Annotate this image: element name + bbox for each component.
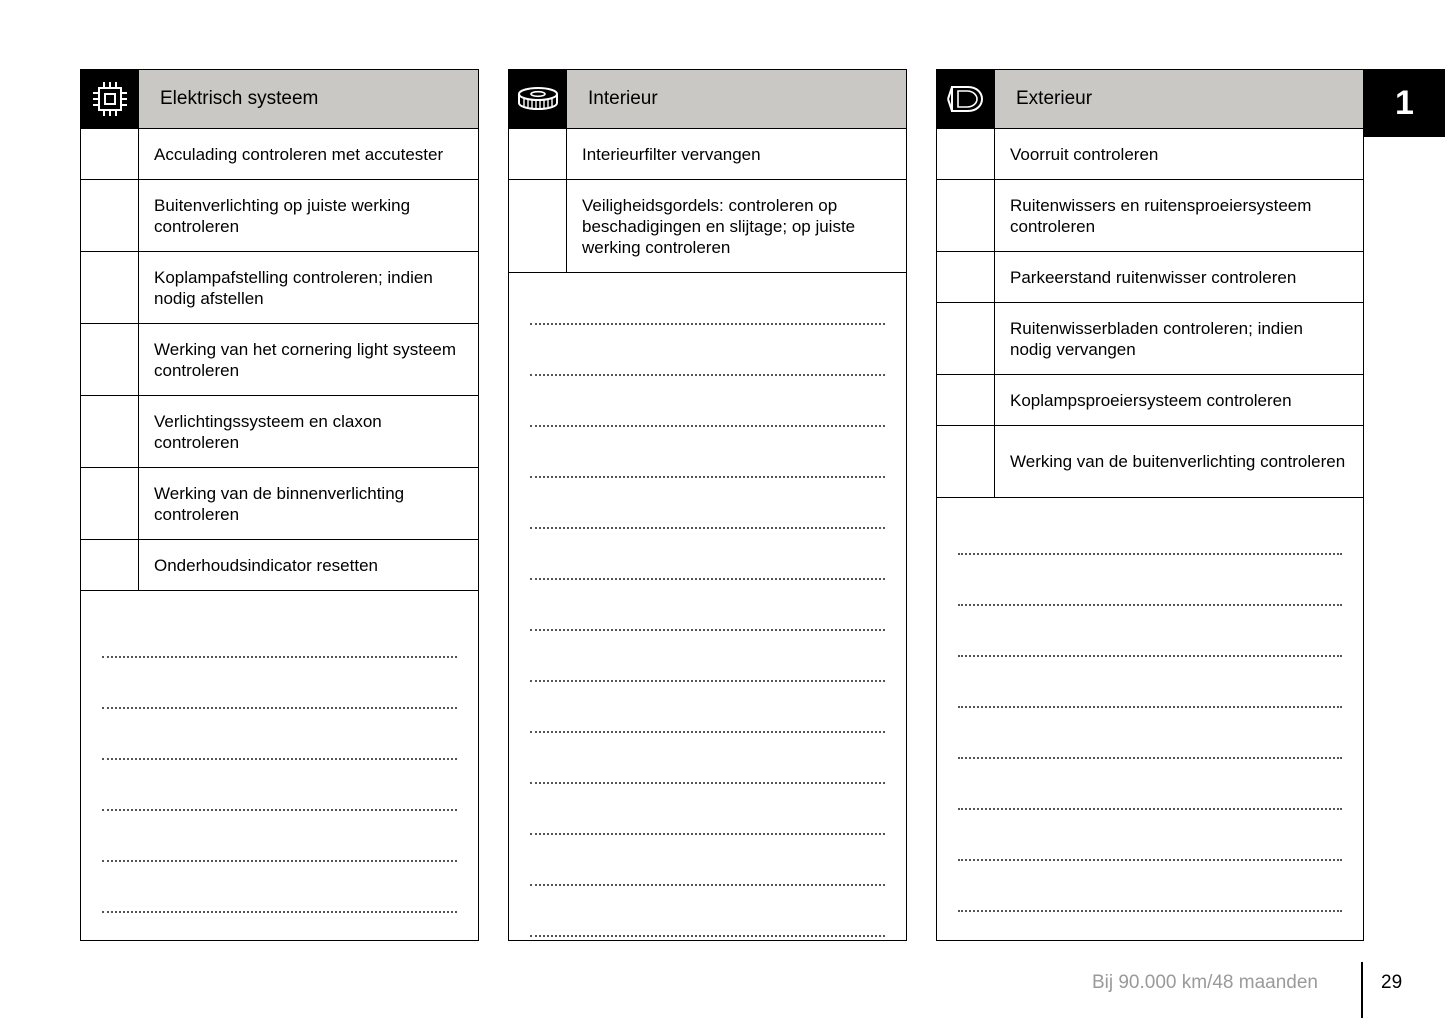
checkbox-cell[interactable] bbox=[81, 468, 139, 539]
checklist-row bbox=[937, 303, 1363, 375]
checklist-item-text: Werking van het cornering light systeem controleren bbox=[154, 339, 457, 380]
checklist-item-text: Veiligheidsgordels: controleren op beschadigingen en slijtage; op juiste werking controleren bbox=[582, 195, 856, 257]
section-title: Interieur bbox=[588, 88, 658, 109]
checkbox-cell[interactable] bbox=[937, 426, 995, 497]
note-line[interactable] bbox=[958, 504, 1342, 555]
checkbox-cell[interactable] bbox=[81, 396, 139, 467]
checklist-row bbox=[81, 180, 478, 252]
chapter-tab: 1 bbox=[1364, 69, 1445, 137]
checkbox-cell[interactable] bbox=[81, 129, 139, 179]
note-line[interactable] bbox=[102, 811, 457, 862]
note-line[interactable] bbox=[530, 274, 885, 325]
note-line[interactable] bbox=[530, 427, 885, 478]
checkbox-cell[interactable] bbox=[937, 375, 995, 425]
note-line[interactable] bbox=[530, 631, 885, 682]
checkbox-cell[interactable] bbox=[81, 540, 139, 590]
checklist-item-text: Werking van de binnenverlichting controleren bbox=[154, 483, 405, 524]
checkbox-cell[interactable] bbox=[81, 180, 139, 251]
cabin-filter-icon bbox=[509, 70, 567, 128]
checklist-item-text: Koplampafstelling controleren; indien nodig afstellen bbox=[154, 267, 433, 308]
note-line[interactable] bbox=[530, 376, 885, 427]
checklist-item-text: Ruitenwisserbladen controleren; indien nodig vervangen bbox=[1010, 318, 1303, 359]
checklist-row bbox=[81, 468, 478, 540]
checklist-item-text: Parkeerstand ruitenwisser controleren bbox=[1010, 267, 1297, 287]
section-header bbox=[81, 70, 478, 129]
note-line[interactable] bbox=[530, 580, 885, 631]
checklist-row bbox=[509, 180, 906, 273]
checklist-item-text: Verlichtingssysteem en claxon controleren bbox=[154, 411, 382, 452]
notes-area[interactable] bbox=[81, 591, 478, 913]
checklist-item-text: Interieurfilter vervangen bbox=[582, 144, 761, 164]
notes-area[interactable] bbox=[937, 498, 1363, 912]
note-line[interactable] bbox=[530, 529, 885, 580]
checkbox-cell[interactable] bbox=[937, 129, 995, 179]
checklist-item-text: Onderhoudsindicator resetten bbox=[154, 555, 378, 575]
note-line[interactable] bbox=[530, 325, 885, 376]
checklist-item-text: Werking van de buitenverlichting controleren bbox=[1010, 452, 1346, 471]
checklist-row bbox=[937, 180, 1363, 252]
note-line[interactable] bbox=[102, 862, 457, 913]
checkbox-cell[interactable] bbox=[81, 252, 139, 323]
note-line[interactable] bbox=[958, 759, 1342, 810]
checklist-row bbox=[81, 252, 478, 324]
note-line[interactable] bbox=[102, 658, 457, 709]
note-line[interactable] bbox=[958, 810, 1342, 861]
section-header bbox=[509, 70, 906, 129]
headlamp-icon bbox=[937, 70, 995, 128]
checklist-item-text: Acculading controleren met accutester bbox=[154, 144, 444, 164]
checkbox-cell[interactable] bbox=[937, 180, 995, 251]
checklist-item-text: Ruitenwissers en ruitensproeiersysteem controleren bbox=[1010, 195, 1312, 236]
checkbox-cell[interactable] bbox=[937, 252, 995, 302]
note-line[interactable] bbox=[958, 657, 1342, 708]
checklist-row bbox=[81, 324, 478, 396]
checklist-row bbox=[937, 252, 1363, 303]
checkbox-cell[interactable] bbox=[81, 324, 139, 395]
section-interior bbox=[508, 69, 907, 941]
section-electrical bbox=[80, 69, 479, 941]
page-number: 29 bbox=[1381, 972, 1403, 993]
checklist-row bbox=[81, 129, 478, 180]
checkbox-cell[interactable] bbox=[509, 129, 567, 179]
section-title: Elektrisch systeem bbox=[160, 88, 319, 109]
note-line[interactable] bbox=[530, 733, 885, 784]
circuit-chip-icon bbox=[81, 70, 139, 128]
note-line[interactable] bbox=[958, 555, 1342, 606]
note-line[interactable] bbox=[530, 835, 885, 886]
note-line[interactable] bbox=[958, 861, 1342, 912]
checklist-row bbox=[81, 540, 478, 591]
note-line[interactable] bbox=[958, 606, 1342, 657]
checklist-item-text: Buitenverlichting op juiste werking controleren bbox=[154, 195, 411, 236]
interval-label: Bij 90.000 km/48 maanden bbox=[1091, 972, 1318, 993]
notes-area[interactable] bbox=[509, 273, 906, 937]
note-line[interactable] bbox=[102, 607, 457, 658]
section-title: Exterieur bbox=[1016, 88, 1093, 109]
section-header bbox=[937, 70, 1363, 129]
checkbox-cell[interactable] bbox=[509, 180, 567, 272]
note-line[interactable] bbox=[102, 760, 457, 811]
note-line[interactable] bbox=[958, 708, 1342, 759]
footer-divider bbox=[1361, 962, 1363, 1018]
checklist-item-text: Voorruit controleren bbox=[1010, 144, 1159, 164]
note-line[interactable] bbox=[530, 682, 885, 733]
note-line[interactable] bbox=[530, 886, 885, 937]
note-line[interactable] bbox=[530, 784, 885, 835]
checklist-item-text: Koplampsproeiersysteem controleren bbox=[1010, 390, 1292, 410]
checklist-row bbox=[509, 129, 906, 180]
checklist-row bbox=[937, 426, 1363, 498]
checklist-row bbox=[937, 375, 1363, 426]
checklist-row bbox=[81, 396, 478, 468]
checklist-row bbox=[937, 129, 1363, 180]
note-line[interactable] bbox=[530, 478, 885, 529]
checkbox-cell[interactable] bbox=[937, 303, 995, 374]
section-exterior bbox=[936, 69, 1364, 941]
note-line[interactable] bbox=[102, 709, 457, 760]
